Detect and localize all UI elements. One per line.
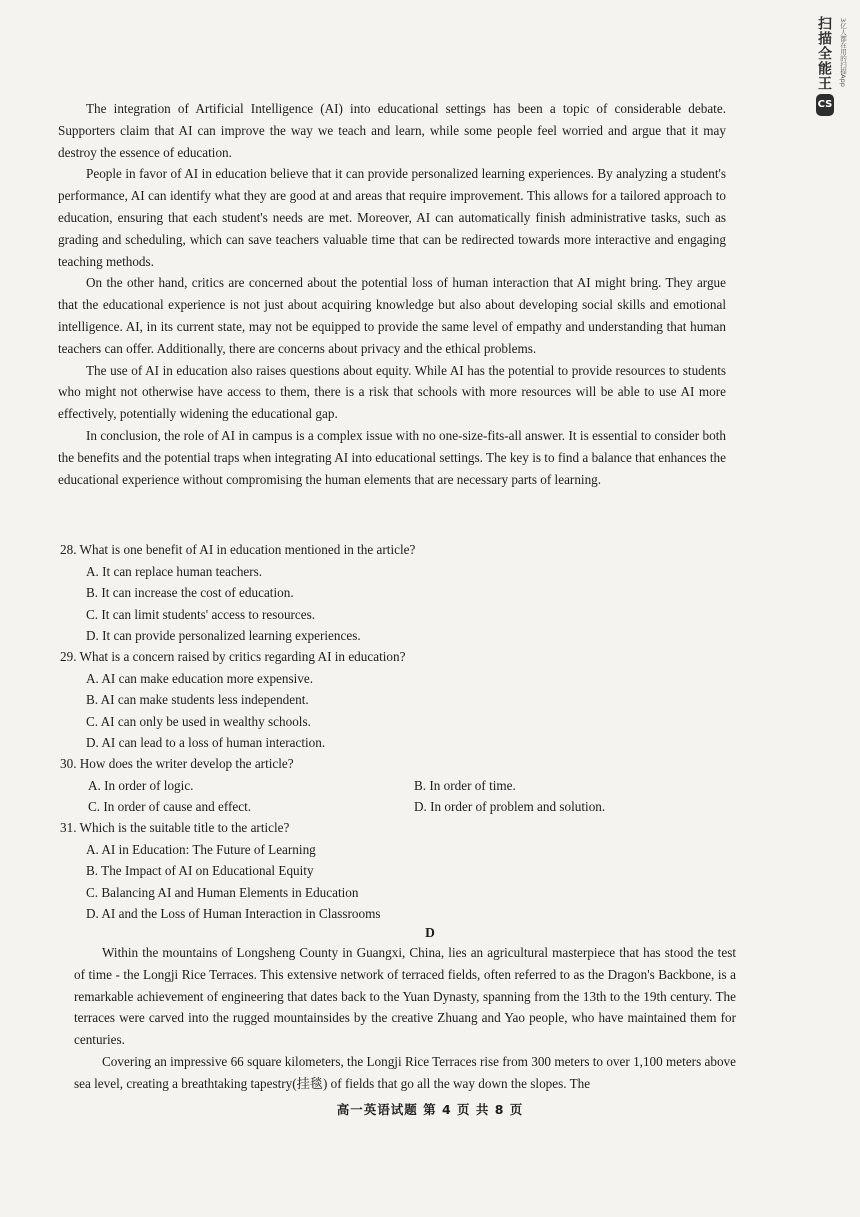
paragraph: The use of AI in education also raises questions about equity. While AI has the potential to provide resources to students who might not otherwise have access to them, there is a risk that schools with more resources will be able to use AI more effectively, potentially widening the educational gap. <box>58 362 726 422</box>
option-a: A. It can replace human teachers. <box>86 563 263 579</box>
option-c: C. Balancing AI and Human Elements in Education <box>86 884 359 900</box>
scanner-logo <box>812 16 852 126</box>
question-31 <box>60 817 740 925</box>
brand-name: 扫描全能王 <box>816 16 832 91</box>
paragraph: In conclusion, the role of AI in campus is a complex issue with no one-size-fits-all answer. It is essential to consider both the benefits and the potential traps when integrating AI into educational settings. The key is to find a balance that enhances the educational experience without compromising the human elements that are necessary parts of learning. <box>58 427 726 487</box>
question-29 <box>60 646 740 754</box>
option-row <box>88 775 740 797</box>
option-d: D. It can provide personalized learning experiences. <box>86 628 361 643</box>
option-a: A. In order of logic. <box>88 777 194 793</box>
option-row <box>88 796 740 818</box>
passage-c <box>58 98 726 490</box>
option-d: D. AI can lead to a loss of human interaction. <box>86 735 326 750</box>
question-stem: 28. What is one benefit of AI in education mentioned in the article? <box>60 542 416 557</box>
option-b: B. In order of time. <box>414 777 516 793</box>
option-a: A. AI can make education more expensive. <box>86 670 314 686</box>
paragraph: The integration of Artificial Intelligence (AI) into educational settings has been a topic of considerable debate. Supporters claim that AI can improve the way we teach and learn, while some people feel worried and argue that it may destroy the essence of education. <box>58 101 726 160</box>
option-d: D. AI and the Loss of Human Interaction in Classrooms <box>86 906 381 921</box>
paragraph: Covering an impressive 66 square kilometers, the Longji Rice Terraces rise from 300 meters to over 1,100 meters above sea level, creating a breathtaking tapestry(挂毯) of fields that go all the way down the slopes. The <box>74 1053 736 1091</box>
brand-tagline: 3亿人都在用的扫描App <box>839 18 847 87</box>
option-b: B. The Impact of AI on Educational Equity <box>86 863 314 878</box>
option-b: B. AI can make students less independent. <box>86 692 309 707</box>
paragraph: On the other hand, critics are concerned about the potential loss of human interaction that AI might bring. They argue that the educational experience is not just about acquiring knowledge but also about developing social skills and emotional intelligence. AI, in its current state, may not be equipped to provide the same level of empathy and understanding that human teachers can offer. Additionally, there are concerns about privacy and the ethical problems. <box>58 275 726 356</box>
page-footer: 高一英语试题 第 4 页 共 8 页 <box>336 1102 524 1117</box>
question-stem: 30. How does the writer develop the article? <box>60 756 294 771</box>
option-b: B. It can increase the cost of education. <box>86 585 294 600</box>
passage-d <box>74 942 736 1095</box>
question-stem: 31. Which is the suitable title to the article? <box>60 820 290 835</box>
option-c: C. AI can only be used in wealthy schools. <box>86 713 311 729</box>
question-30 <box>60 753 740 818</box>
option-a: A. AI in Education: The Future of Learning <box>86 841 316 857</box>
paragraph: Within the mountains of Longsheng County in Guangxi, China, lies an agricultural masterpiece that has stood the test of time - the Longji Rice Terraces. This extensive network of terraced fields, often referred to as the Dragon's Backbone, is a remarkable achievement of engineering that dates back to the Yuan Dynasty, spanning from the 13th to the 19th century. The terraces were carved into the rugged mountainsides by the creative Zhuang and Yao people, who have maintained them for centuries. <box>74 945 736 1048</box>
option-c: C. It can limit students' access to resources. <box>86 606 316 622</box>
question-28 <box>60 539 740 647</box>
section-heading: D <box>425 925 435 940</box>
option-c: C. In order of cause and effect. <box>88 799 252 814</box>
paragraph: People in favor of AI in education believe that it can provide personalized learning experiences. By analyzing a student's performance, AI can identify what they are good at and areas that require improvement. This allows for a tailored approach to education, ensuring that each student's needs are met. Moreover, AI can automatically finish administrative tasks, such as grading and scheduling, which can save teachers valuable time that can be redirected towards more interactive and engaging teaching methods. <box>58 166 726 269</box>
question-stem: 29. What is a concern raised by critics regarding AI in education? <box>60 649 406 664</box>
cs-badge-icon: CS <box>816 94 834 116</box>
option-d: D. In order of problem and solution. <box>414 799 606 814</box>
